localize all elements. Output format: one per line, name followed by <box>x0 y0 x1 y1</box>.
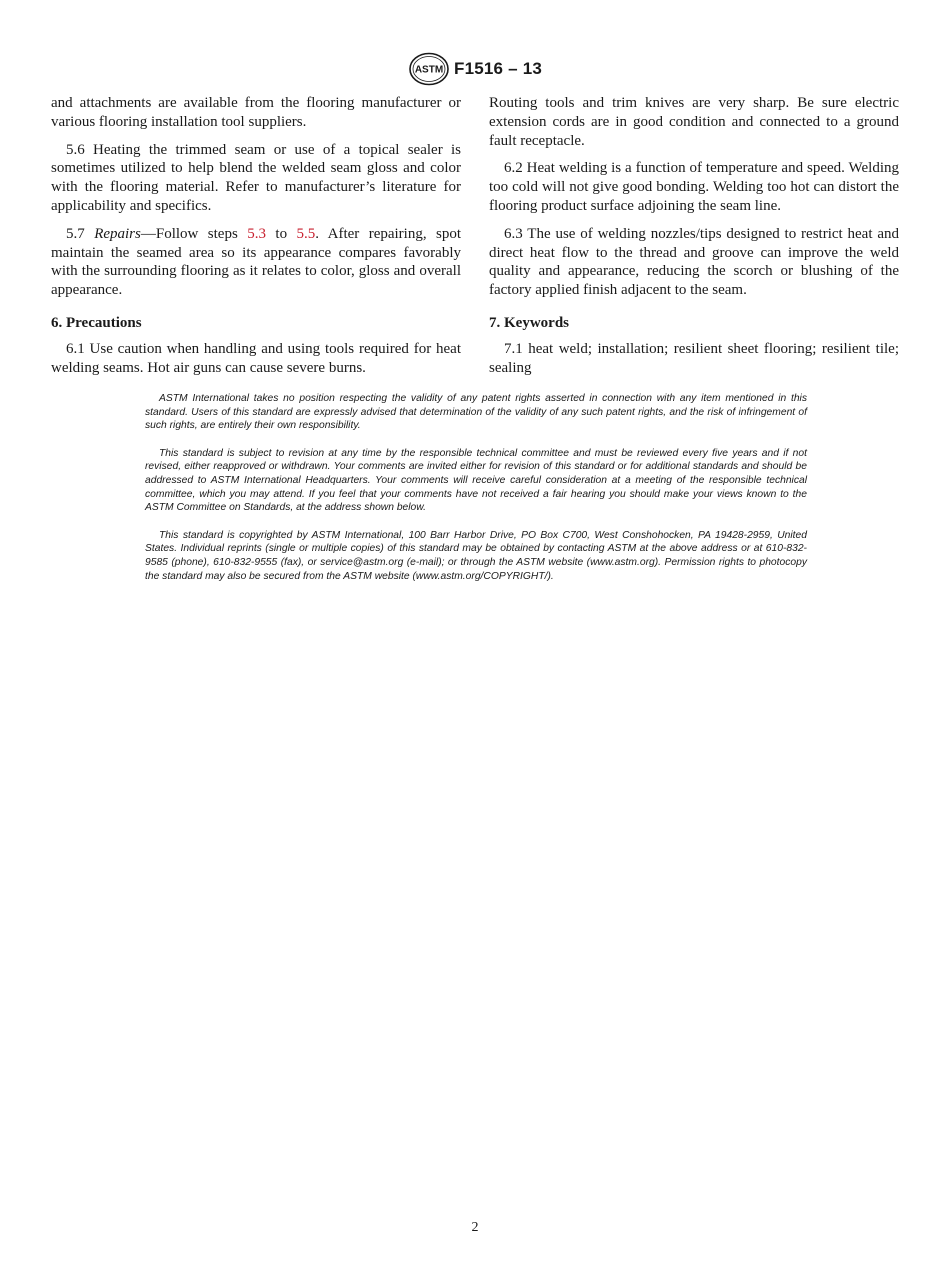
page-header <box>0 52 950 86</box>
paragraph-5-7 <box>51 225 461 300</box>
paragraph-6-2: 6.2 Heat welding is a function of temperature and speed. Welding too cold will not give good bonding. Welding too hot can distort the flooring product surface adjoining the seam line. <box>489 160 899 214</box>
section-7-heading: 7. Keywords <box>489 314 569 331</box>
paragraph-7-1: 7.1 heat weld; installation; resilient sheet flooring; resilient tile; sealing <box>489 340 899 376</box>
patent-notice: ASTM International takes no position respecting the validity of any patent rights asserted in connection with any item mentioned in this standard. Users of this standard are expressly advised that determination of the validity of any such patent rights, and the risk of infringement of such rights, are entirely their own responsibility. <box>145 393 807 432</box>
section-6-heading: 6. Precautions <box>51 314 142 331</box>
link-step-5-3[interactable]: 5.3 <box>247 225 266 242</box>
paragraph-5-7-to: to <box>275 225 288 242</box>
logo-text: ASTM <box>414 64 444 76</box>
page-number: 2 <box>471 1220 479 1235</box>
paragraph-5-6: 5.6 Heating the trimmed seam or use of a topical sealer is sometimes utilized to help blend the welded seam gloss and color with the flooring material. Refer to manufacturer’s literature for applicability and specifics. <box>51 141 461 214</box>
right-column <box>489 94 899 378</box>
link-step-5-5[interactable]: 5.5 <box>296 225 316 242</box>
paragraph-6-3: 6.3 The use of welding nozzles/tips designed to restrict heat and direct heat flow to the thread and groove can improve the weld quality and appearance, reducing the scorch or blushing of the factory applied finish adjacent to the seam. <box>489 225 899 299</box>
revision-notice: This standard is subject to revision at any time by the responsible technical committee and must be reviewed every five years and if not revised, either reapproved or withdrawn. Your comments are invited either for revision of this standard or for additional standards and should be addressed to ASTM International Headquarters. Your comments will receive careful consideration at a meeting of the responsible technical committee, which you may attend. If you feel that your comments have not received a fair hearing you should make your views known to the ASTM Committee on Standards, at the address shown below. <box>145 447 807 514</box>
paragraph-6-1: 6.1 Use caution when handling and using tools required for heat welding seams. Hot air guns can cause severe burns. <box>51 340 461 376</box>
paragraph-5-7-number: 5.7 <box>66 225 85 242</box>
legal-notes <box>145 392 807 597</box>
paragraph-5-7-dash: —Follow steps <box>140 225 238 242</box>
paragraph-6-1-continued: Routing tools and trim knives are very sharp. Be sure electric extension cords are in good condition and connected to a ground fault receptacle. <box>489 95 899 149</box>
paragraph-5-7-rest: . After repairing, spot maintain the seamed area so its appearance compares favorably with the surrounding flooring as it relates to color, gloss and overall appearance. <box>51 225 462 299</box>
paragraph-continued: and attachments are available from the flooring manufacturer or various flooring installation tool suppliers. <box>51 95 461 130</box>
astm-logo-icon <box>408 52 450 86</box>
left-column <box>51 94 461 378</box>
paragraph-5-7-title: Repairs <box>94 225 141 242</box>
standard-designation: F1516 – 13 <box>453 59 542 78</box>
copyright-notice: This standard is copyrighted by ASTM International, 100 Barr Harbor Drive, PO Box C700, West Conshohocken, PA 19428-2959, United States. Individual reprints (single or multiple copies) of this standard may be obtained by contacting ASTM at the above address or at 610-832-9585 (phone), 610-832-9555 (fax), or service@astm.org (e-mail); or through the ASTM website (www.astm.org). Permission rights to photocopy the standard may also be secured from the ASTM website (www.astm.org/COPYRIGHT/). <box>145 529 807 582</box>
